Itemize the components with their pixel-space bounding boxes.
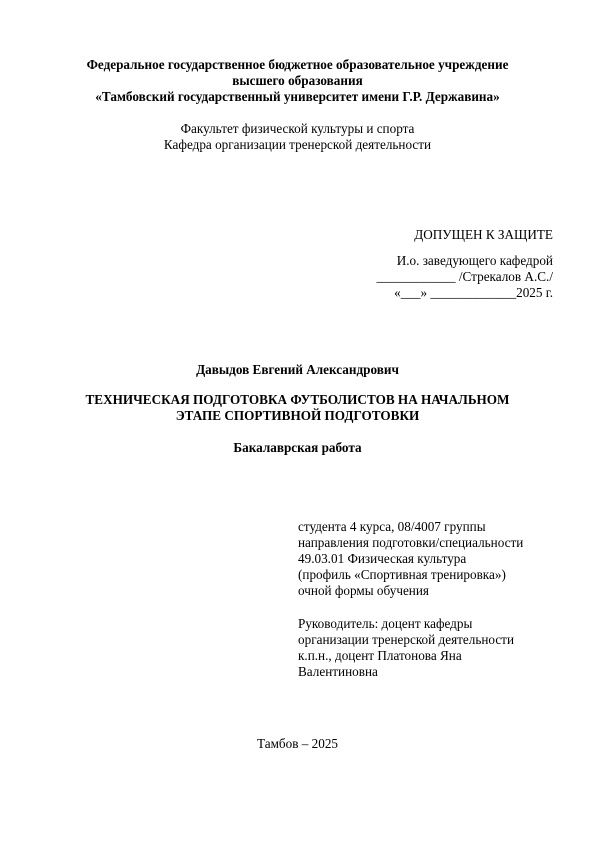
student-info-line: очной формы обучения xyxy=(298,583,429,598)
thesis-title-line-2: ЭТАПЕ СПОРТИВНОЙ ПОДГОТОВКИ xyxy=(175,408,420,423)
thesis-type: Бакалаврская работа xyxy=(233,440,362,455)
approval-position: И.о. заведующего кафедрой xyxy=(396,253,553,268)
student-info xyxy=(298,519,523,599)
supervisor-info-line: к.п.н., доцент Платонова Яна xyxy=(298,648,462,663)
thesis-title-line-1: ТЕХНИЧЕСКАЯ ПОДГОТОВКА ФУТБОЛИСТОВ НА НАЧАЛЬНОМ xyxy=(85,392,510,407)
supervisor-info-line: Руководитель: доцент кафедры xyxy=(298,616,473,631)
city-year: Тамбов – 2025 xyxy=(256,736,339,751)
author-name: Давыдов Евгений Александрович xyxy=(196,362,399,377)
student-info-line: направления подготовки/специальности xyxy=(298,535,524,550)
student-info-line: (профиль «Спортивная тренировка») xyxy=(298,567,506,582)
supervisor-info xyxy=(298,616,514,680)
approval-signature: ____________ /Стрекалов А.С./ xyxy=(376,269,553,284)
supervisor-info-line: Валентиновна xyxy=(298,664,378,679)
student-info-line: 49.03.01 Физическая культура xyxy=(298,551,467,566)
department-name: Кафедра организации тренерской деятельности xyxy=(163,137,432,152)
university-name: «Тамбовский государственный университет имени Г.Р. Державина» xyxy=(95,89,500,104)
institution-line-1: Федеральное государственное бюджетное образовательное учреждение xyxy=(86,57,509,72)
approval-date: «___» _____________2025 г. xyxy=(394,285,553,300)
faculty-name: Факультет физической культуры и спорта xyxy=(180,121,415,136)
supervisor-info-line: организации тренерской деятельности xyxy=(298,632,515,647)
approval-title: ДОПУЩЕН К ЗАЩИТЕ xyxy=(414,227,553,242)
institution-line-2: высшего образования xyxy=(232,73,363,88)
student-info-line: студента 4 курса, 08/4007 группы xyxy=(298,519,486,534)
